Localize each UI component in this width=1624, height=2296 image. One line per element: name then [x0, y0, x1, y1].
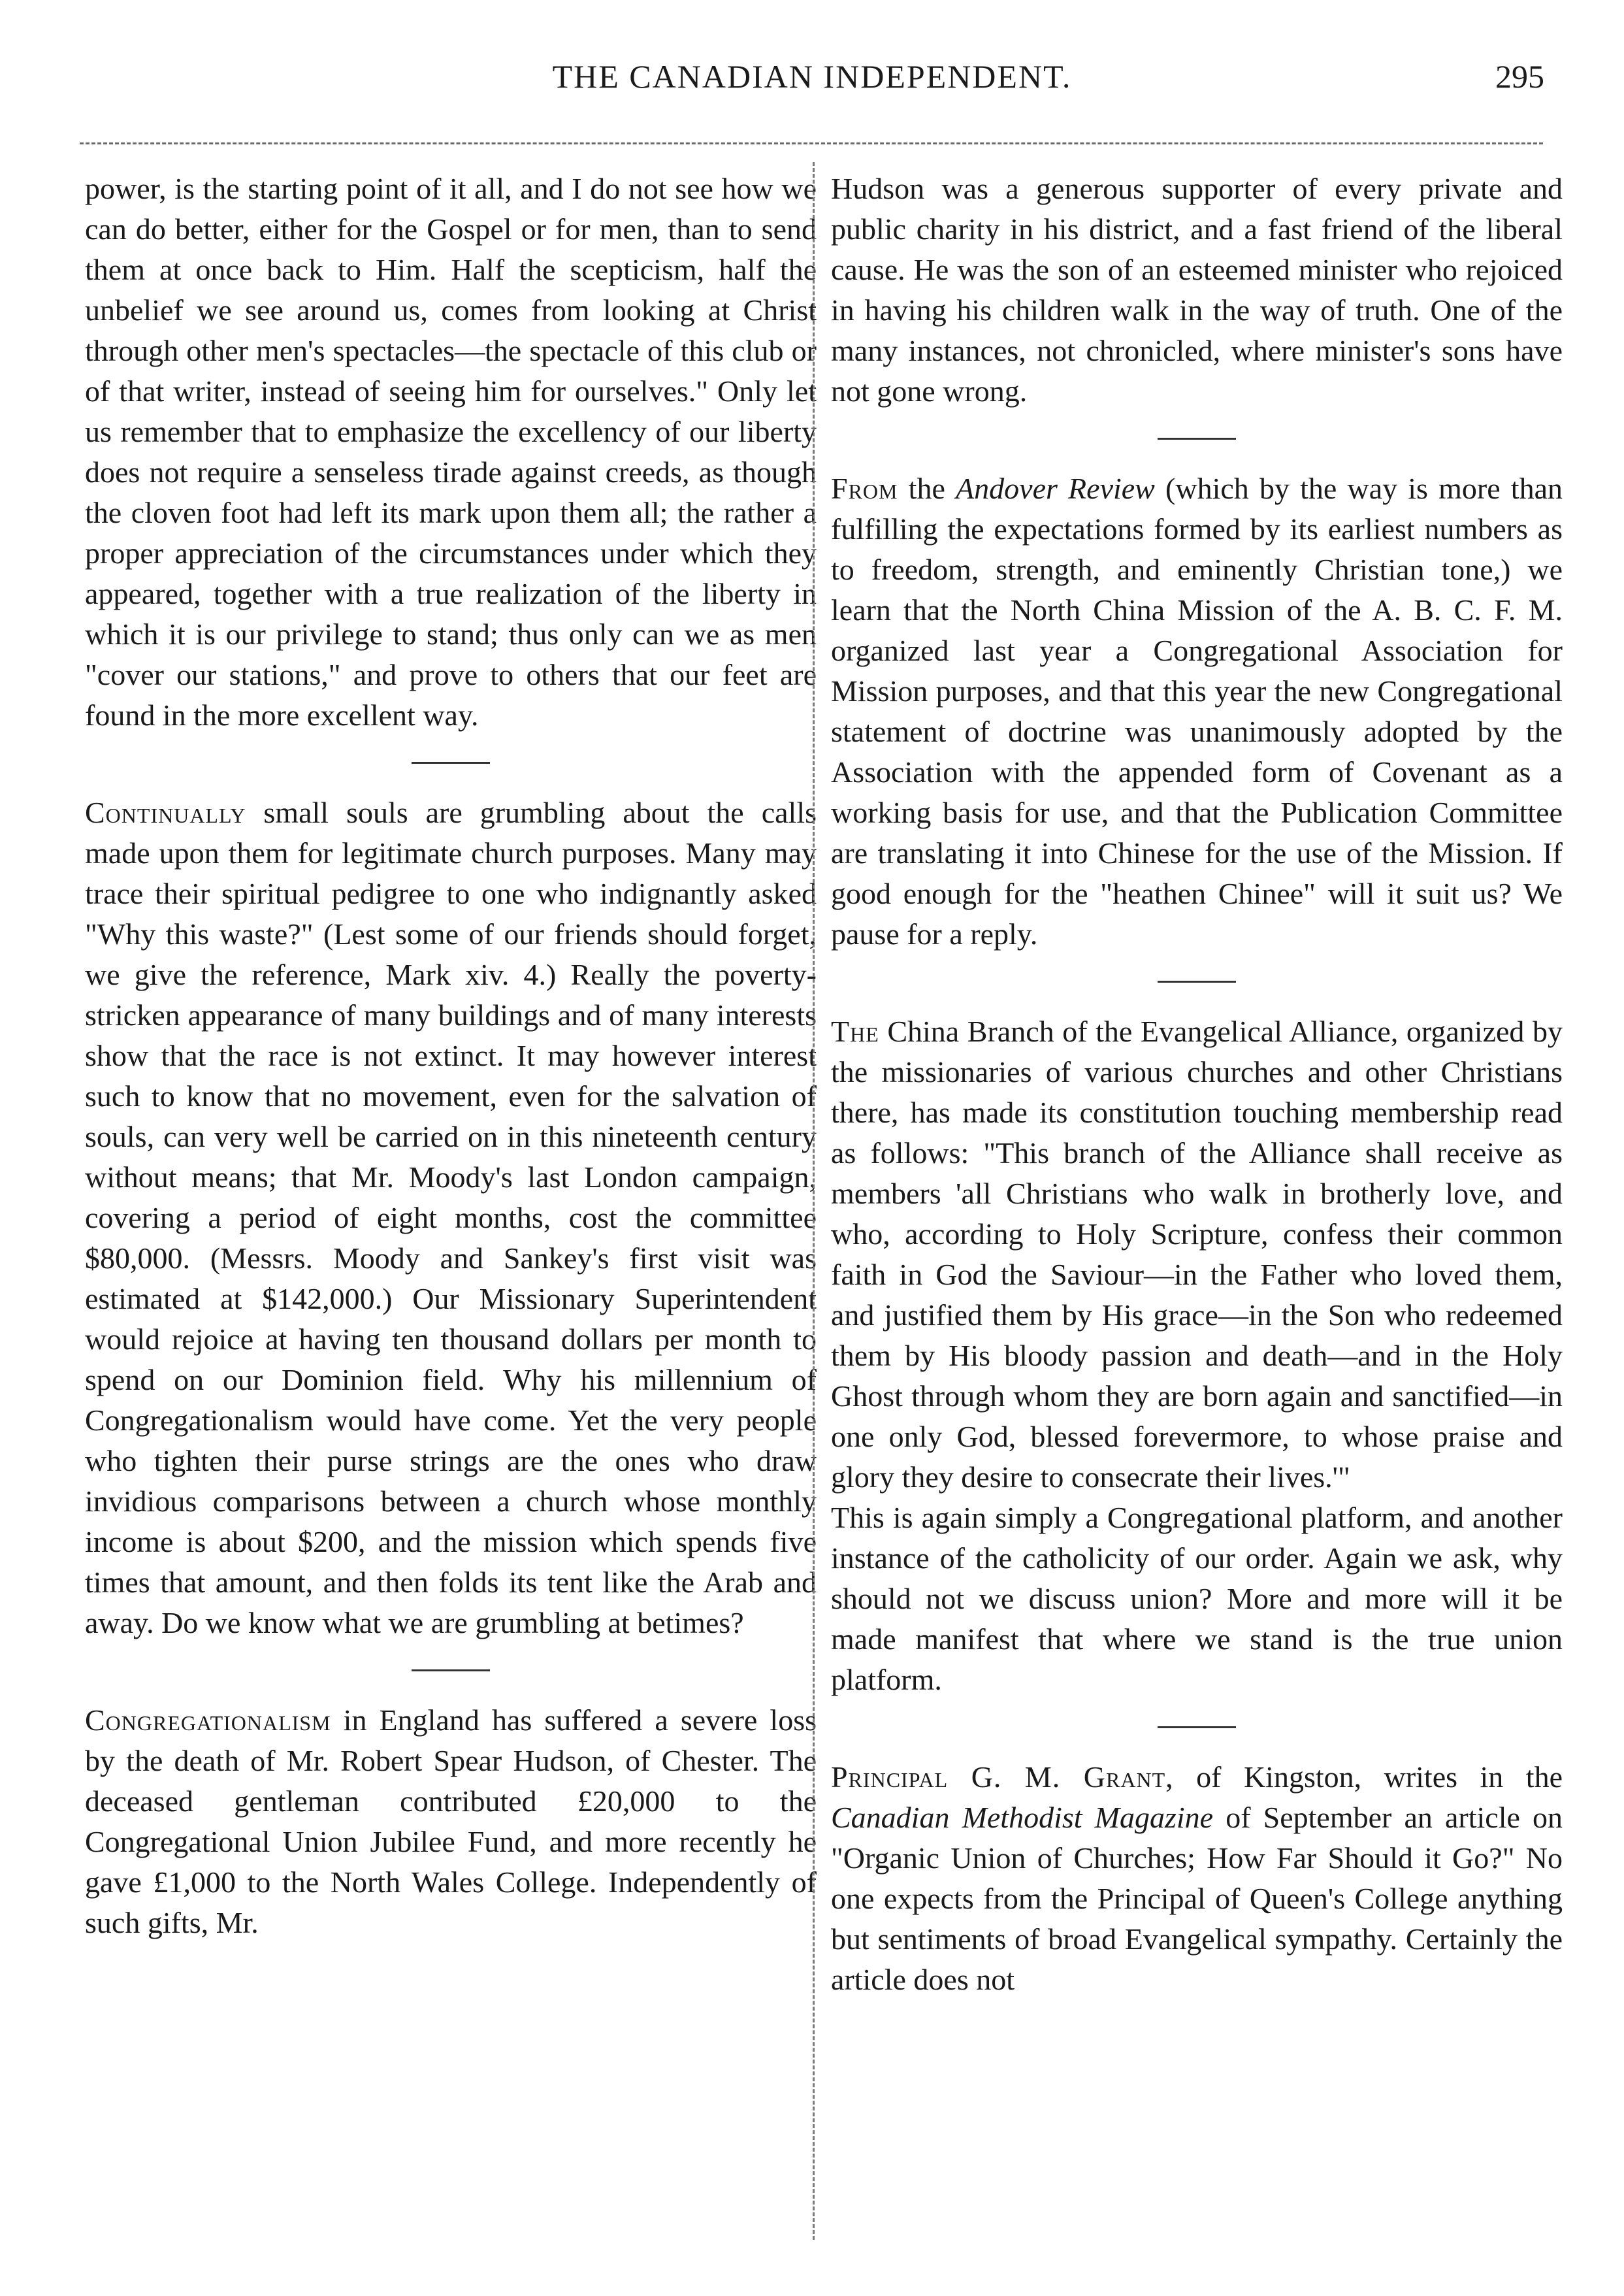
- lead-word: The: [831, 1015, 879, 1048]
- column-divider: [813, 162, 815, 2240]
- running-title: THE CANADIAN INDEPENDENT.: [552, 58, 1072, 95]
- paragraph-text: of Kingston, writes in the: [1173, 1760, 1563, 1794]
- paragraph-liberty: power, is the starting point of it all, and I do not see how we can do better, either for the Gospel or for men, than to send them at once back to Him. Half the scepticism, half the unbelief we see around us, comes from looking at Christ through other men's spectacles—the spectacle of this club or of that writer, instead of seeing him for ourselves." Only let us remember that to emphasize the excellency of our liberty does not require a senseless tirade against creeds, as though the cloven foot had left its mark upon them all; the rather a proper appreciation of the circumstances under which they appeared, together with a true realization of the liberty in which it is our privilege to stand; thus only can we as men "cover our stations," and prove to others that our feet are found in the more excellent way.: [85, 172, 817, 732]
- paragraph-text: of September an article on "Organic Union of Churches; How Far Should it Go?" No one expects from the Principal of Queen's College anything but sentiments of broad Evangelical sympathy. Certainly the article does not: [831, 1801, 1563, 1996]
- paragraph-grumbling: [85, 793, 817, 1643]
- section-separator: [1158, 981, 1236, 983]
- paragraph-text: China Branch of the Evangelical Alliance, organized by the missionaries of various churches and other Christians there, has made its constitution touching membership read as follows: "This branch of the Alliance shall receive as members 'all Christians who walk in brotherly love, and who, according to Holy Scripture, confess their common faith in God the Saviour—in the Father who loved them, and justified them by His grace—in the Son who redeemed them by His bloody passion and death—and in the Holy Ghost through whom they are born again and sanctified—in one only God, blessed forevermore, to whose praise and glory they desire to consecrate their lives.'": [831, 1015, 1563, 1494]
- lead-word: Principal G. M. Grant,: [831, 1760, 1174, 1794]
- lead-word: From: [831, 472, 898, 505]
- paragraph-text: (which by the way is more than fulfilling the expectations formed by its earliest numbers as to freedom, strength, and eminently Christian tone,) we learn that the North China Mission of the A. B. C. F. M. organized last year a Congregational Association for Mission purposes, and that this year the new Congregational statement of doctrine was unanimously adopted by the Association with the appended form of Covenant as a working basis for use, and that the Publication Committee are translating it into Chinese for the use of the Mission. If good enough for the "heathen Chinee" will it suit us? We pause for a reply.: [831, 472, 1563, 951]
- section-separator: [412, 762, 490, 764]
- paragraph-china-branch: [831, 1011, 1563, 1498]
- paragraph-text: small souls are grumbling about the calls made upon them for legitimate church purposes. Many may trace their spiritual pedigree to one who indignantly asked "Why this waste?" (Lest some of our friends should forget, we give the reference, Mark xiv. 4.) Really the poverty-stricken appearance of many buildings and of many interests show that the race is not extinct. It may however interest such to know that no movement, even for the salvation of souls, can very well be carried on in this nineteenth century without means; that Mr. Moody's last London campaign, covering a period of eight months, cost the committee $80,000. (Messrs. Moody and Sankey's first visit was estimated at $142,000.) Our Missionary Superintendent would rejoice at having ten thousand dollars per month to spend on our Dominion field. Why his millennium of Congregationalism would have come. Yet the very people who tighten their purse strings are the ones who draw invidious comparisons between a church whose monthly income is about $200, and the mission which spends five times that amount, and then folds its tent like the Arab and away. Do we know what we are grumbling at betimes?: [85, 796, 817, 1639]
- paragraph-andover: [831, 468, 1563, 955]
- page-header: [0, 57, 1624, 116]
- lead-word: Continually: [85, 796, 246, 829]
- section-separator: [412, 1669, 490, 1671]
- publication-title: Andover Review: [956, 472, 1155, 505]
- page-number: 295: [1495, 58, 1544, 95]
- paragraph-hudson: [85, 1700, 817, 1943]
- section-separator: [1158, 438, 1236, 440]
- section-separator: [1158, 1726, 1236, 1728]
- right-column: [831, 169, 1563, 2000]
- header-rule: [80, 142, 1543, 144]
- paragraph-platform: This is again simply a Congregational platform, and another instance of the catholicity of our order. Again we ask, why should not we discuss union? More and more will it be made manifest that where we stand is the true union platform.: [831, 1501, 1563, 1696]
- lead-word: Congregationalism: [85, 1703, 331, 1737]
- left-column: [85, 169, 817, 1943]
- paragraph-text: in England has suffered a severe loss by the death of Mr. Robert Spear Hudson, of Chester. The deceased gentleman contributed £20,000 to the Congregational Union Jubilee Fund, and more recently he gave £1,000 to the North Wales College. Independently of such gifts, Mr.: [85, 1703, 817, 1939]
- paragraph-grant: [831, 1757, 1563, 2000]
- paragraph-hudson-continued: Hudson was a generous supporter of every private and public charity in his district, and a fast friend of the liberal cause. He was the son of an esteemed minister who rejoiced in having his children walk in the way of truth. One of the many instances, not chronicled, where minister's sons have not gone wrong.: [831, 172, 1563, 408]
- publication-title: Canadian Methodist Magazine: [831, 1801, 1214, 1834]
- paragraph-text: the: [898, 472, 956, 505]
